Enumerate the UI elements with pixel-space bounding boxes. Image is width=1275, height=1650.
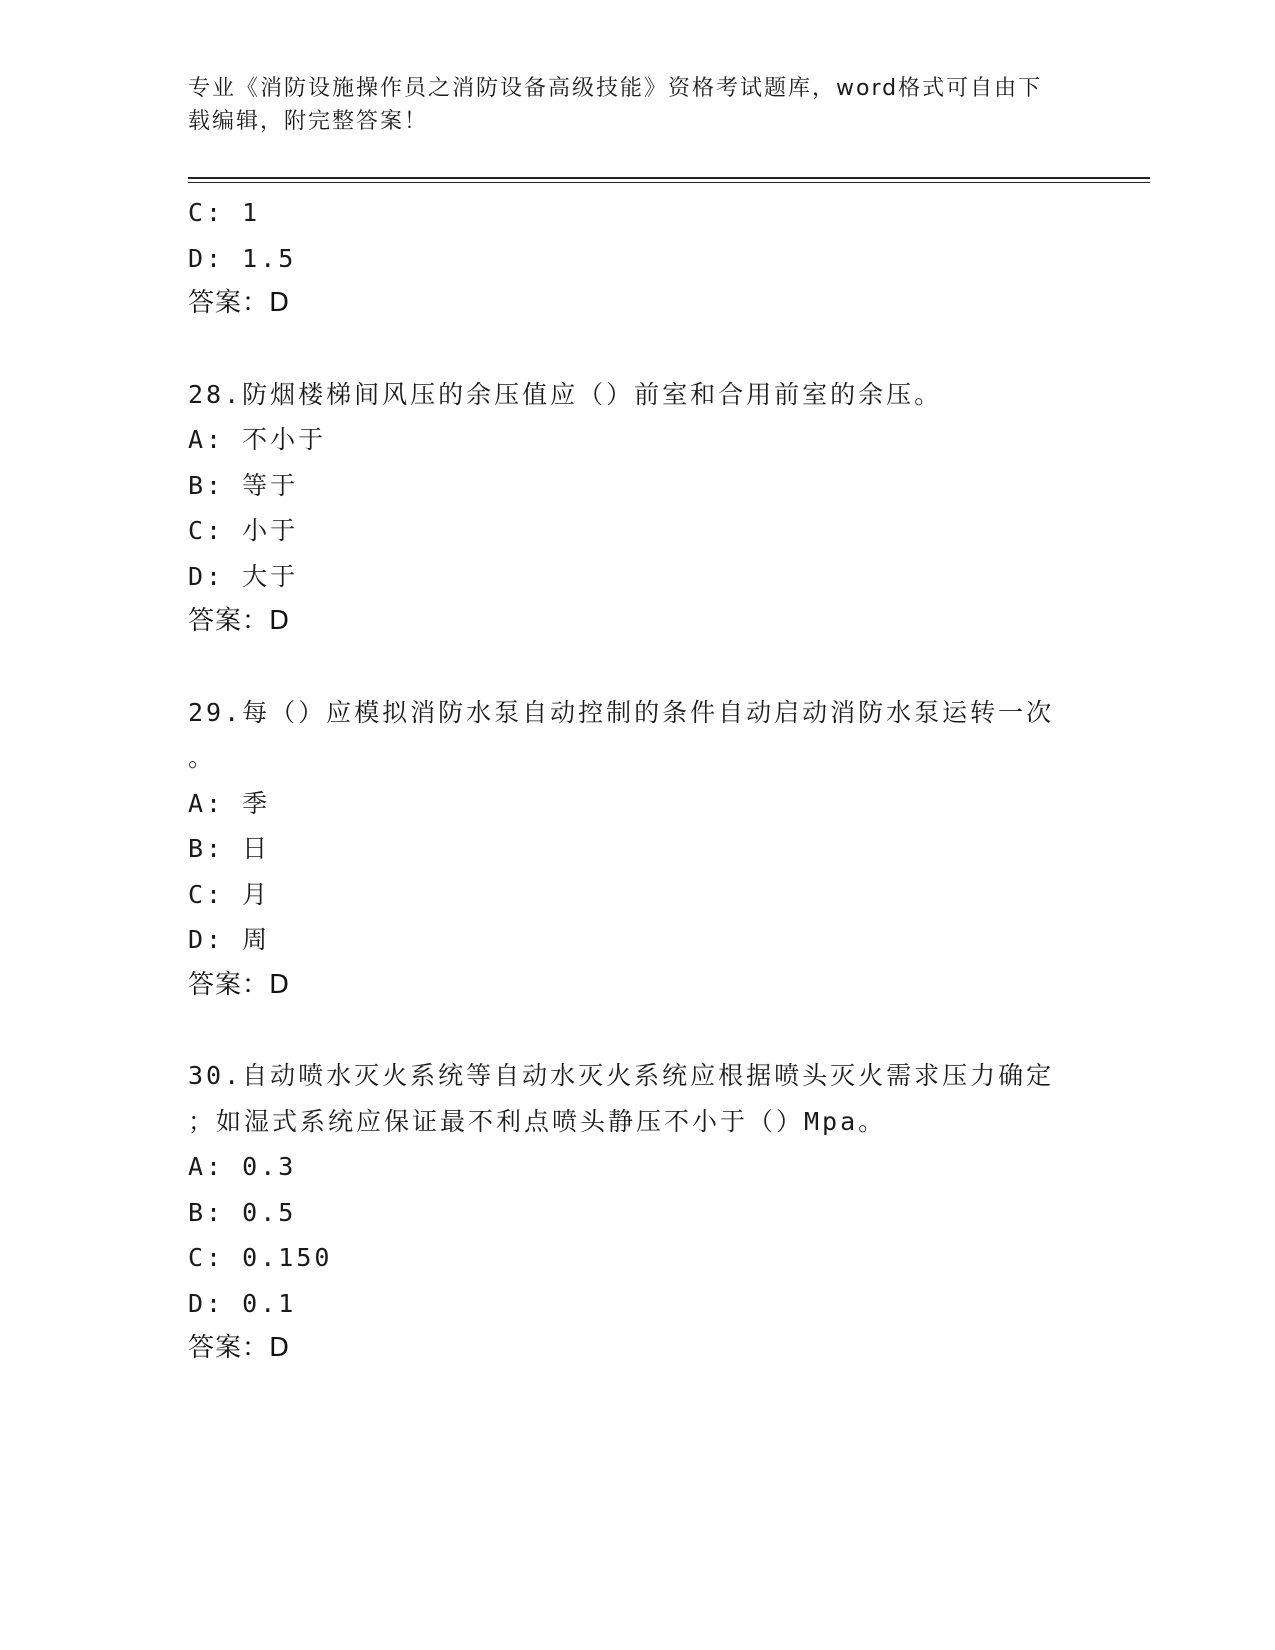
question-stem-continuation: 。: [188, 743, 217, 772]
option-d: D: 大于: [188, 561, 299, 591]
question-stem: 28.防烟楼梯间风压的余压值应（）前室和合用前室的余压。: [188, 379, 943, 409]
option-a: A: 0.3: [188, 1152, 297, 1181]
answer-line: 答案：D: [188, 969, 291, 1000]
spacer: [188, 1008, 1088, 1053]
header-line-2: 载编辑，附完整答案！: [188, 109, 429, 134]
option-d: D: 周: [188, 925, 271, 954]
header-rule-thin: [188, 182, 1150, 183]
header-rule-thick: [188, 177, 1150, 179]
option-c: C: 小于: [188, 516, 299, 545]
answer-line: 答案：D: [188, 606, 291, 636]
question-block-30: [188, 1053, 1088, 1372]
option-c: C: 月: [188, 879, 271, 909]
option-c: C: 1: [188, 198, 261, 227]
spacer: [188, 327, 1088, 372]
question-block-continued: [188, 190, 1088, 327]
option-b: B: 日: [188, 834, 271, 863]
option-b: B: 等于: [188, 470, 299, 500]
question-block-28: [188, 372, 1088, 645]
spacer: [188, 645, 1088, 690]
question-block-29: [188, 690, 1088, 1009]
option-d: D: 1.5: [188, 243, 297, 273]
question-content: [188, 190, 1088, 1372]
question-stem: 29.每（）应模拟消防水泵自动控制的条件自动启动消防水泵运转一次: [188, 697, 1055, 727]
option-d: D: 0.1: [188, 1288, 297, 1318]
question-stem: 30.自动喷水灭火系统等自动水灭火系统应根据喷头灭火需求压力确定: [188, 1061, 1055, 1090]
option-a: A: 季: [188, 788, 271, 818]
document-header: [188, 72, 1088, 138]
header-line-1: 专业《消防设施操作员之消防设备高级技能》资格考试题库，word格式可自由下: [188, 76, 1043, 101]
option-c: C: 0.150: [188, 1243, 333, 1272]
answer-line: 答案：D: [188, 288, 291, 318]
option-a: A: 不小于: [188, 425, 327, 454]
answer-line: 答案：D: [188, 1333, 291, 1363]
question-stem-continuation: ；如湿式系统应保证最不利点喷头静压不小于（）Mpa。: [188, 1106, 887, 1136]
option-b: B: 0.5: [188, 1197, 297, 1227]
